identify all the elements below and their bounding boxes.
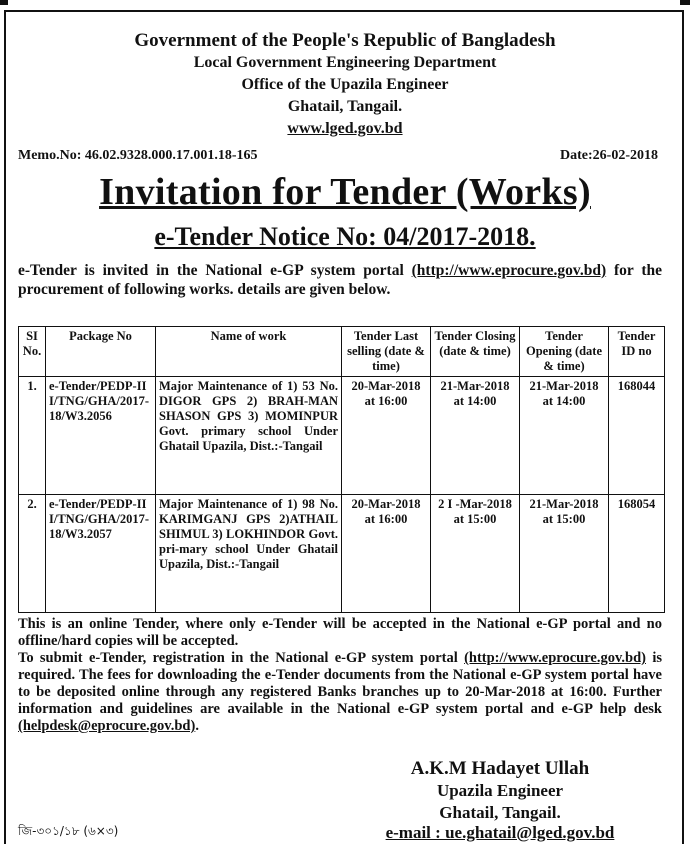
notice-date: Date:26-02-2018 (560, 148, 658, 163)
cell-id: 168054 (609, 495, 665, 613)
intro-text-2: for the procurement of following works. details are given below. (18, 262, 662, 298)
helpdesk-email-link[interactable]: (helpdesk@eprocure.gov.bd) (18, 718, 196, 734)
col-header-id: Tender ID no (609, 327, 665, 377)
eprocure-link-2[interactable]: (http://www.eprocure.gov.bd) (464, 650, 646, 666)
registration-paragraph (18, 650, 662, 735)
signatory-place: Ghatail, Tangail. (439, 803, 561, 822)
signatory-designation: Upazila Engineer (436, 781, 564, 800)
terms-section (18, 616, 662, 735)
registration-end: . (195, 718, 199, 734)
eprocure-link[interactable]: (http://www.eprocure.gov.bd) (411, 262, 607, 279)
col-header-selling: Tender Last selling (date & time) (342, 327, 431, 377)
intro-paragraph (18, 261, 662, 299)
online-tender-paragraph: This is an online Tender, where only e-Tender will be accepted in the National e-GP portal and no offline/hard copies will be accepted. (18, 616, 662, 649)
header-office: Office of the Upazila Engineer (241, 76, 449, 93)
notice-number: e-Tender Notice No: 04/2017-2018. (154, 222, 536, 251)
cell-package: e-Tender/PEDP-III/TNG/GHA/2017-18/W3.2057 (46, 495, 156, 613)
col-header-package: Package No (46, 327, 156, 377)
col-header-sl: SI No. (19, 327, 46, 377)
col-header-work: Name of work (156, 327, 342, 377)
signatory-email-link[interactable]: e-mail : ue.ghatail@lged.gov.bd (385, 823, 615, 842)
cell-opening: 21-Mar-2018 at 15:00 (520, 495, 609, 613)
registration-text-2: is required. The fees for downloading the e-Tender documents from the National e-GP system portal have to be deposited online through any registered Banks branches up to 20-Mar-2018 at 16:00. Further information and guidelines are available in the National e-GP system portal and e-GP help desk (18, 650, 662, 717)
memo-number: Memo.No: 46.02.9328.000.17.001.18-165 (18, 148, 258, 163)
signatory-name: A.K.M Hadayet Ullah (410, 758, 590, 779)
cell-id: 168044 (609, 377, 665, 495)
cell-work: Major Maintenance of 1) 98 No. KARIMGANJ GPS 2)ATHAIL SHIMUL 3) LOKHINDOR Govt. pri-mary school Under Ghatail Upazila, Dist.:-Tangail (156, 495, 342, 613)
header-location: Ghatail, Tangail. (287, 98, 403, 115)
cell-work: Major Maintenance of 1) 53 No. DIGOR GPS 2) BRAH-MAN SHASON GPS 3) MOMINPUR Govt. primary school Under Ghatail Upazila, Dist.:-Tangail (156, 377, 342, 495)
intro-text: e-Tender is invited in the National e-GP system portal (18, 262, 404, 279)
registration-text: To submit e-Tender, registration in the National e-GP system portal (18, 650, 465, 666)
table-row (19, 495, 665, 613)
header-website-link[interactable]: www.lged.gov.bd (287, 120, 403, 137)
cell-closing: 21-Mar-2018 at 14:00 (431, 377, 520, 495)
cell-selling: 20-Mar-2018 at 16:00 (342, 495, 431, 613)
top-border (0, 0, 690, 5)
header-department: Local Government Engineering Department (193, 54, 497, 71)
header-government: Government of the People's Republic of Bangladesh (134, 30, 556, 51)
cell-package: e-Tender/PEDP-III/TNG/GHA/2017-18/W3.2056 (46, 377, 156, 495)
cell-selling: 20-Mar-2018 at 16:00 (342, 377, 431, 495)
cell-sl: 2. (19, 495, 46, 613)
page-title: Invitation for Tender (Works) (99, 171, 591, 213)
table-header-row (19, 327, 665, 377)
cell-closing: 2 I -Mar-2018 at 15:00 (431, 495, 520, 613)
col-header-opening: Tender Opening (date & time) (520, 327, 609, 377)
col-header-closing: Tender Closing (date & time) (431, 327, 520, 377)
cell-opening: 21-Mar-2018 at 14:00 (520, 377, 609, 495)
footer-code: জি-৩০১/১৮ (৬×৩) (18, 824, 119, 838)
cell-sl: 1. (19, 377, 46, 495)
table-row (19, 377, 665, 495)
tender-table (18, 326, 665, 613)
